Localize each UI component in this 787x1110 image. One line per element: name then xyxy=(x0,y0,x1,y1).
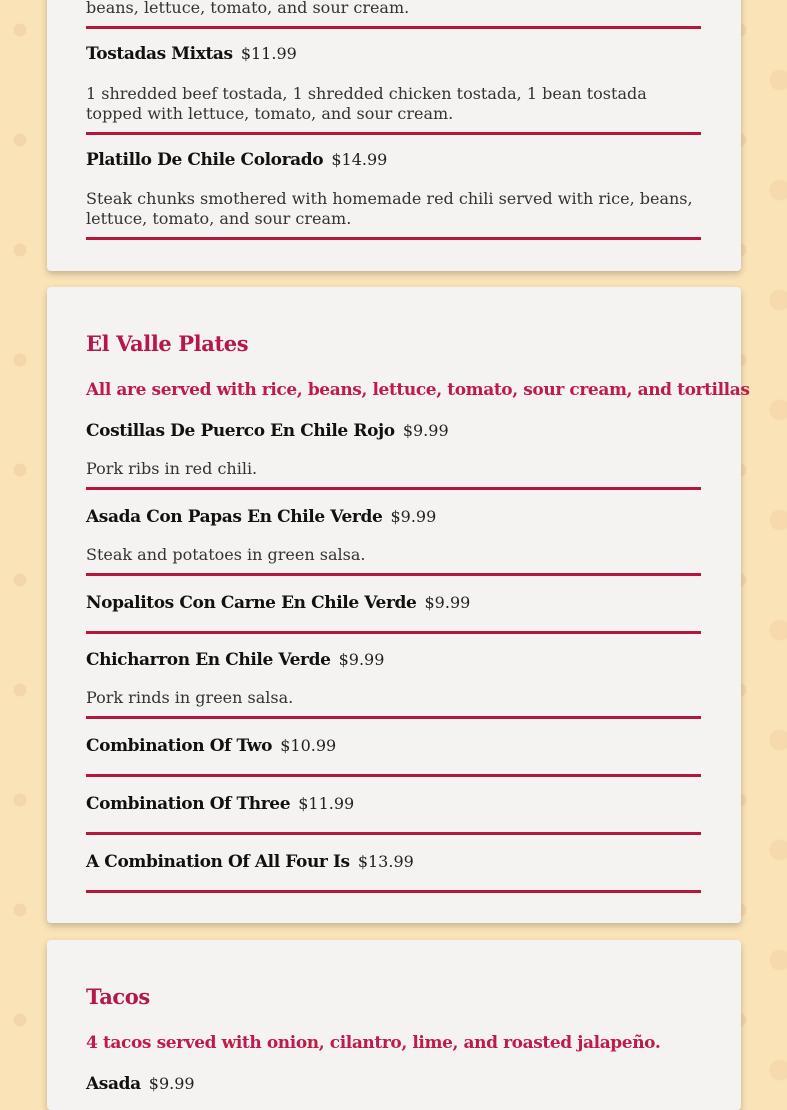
item-divider xyxy=(86,631,701,634)
item-name: Costillas De Puerco En Chile Rojo xyxy=(86,421,395,441)
item-name: Nopalitos Con Carne En Chile Verde xyxy=(86,593,417,613)
menu-item-asada-con-papas[interactable] xyxy=(86,507,436,527)
item-price: $9.99 xyxy=(338,650,385,669)
menu-card-tacos xyxy=(47,940,741,1110)
item-divider xyxy=(86,237,701,240)
item-description: Pork rinds in green salsa. xyxy=(86,688,294,707)
menu-card-el-valle-plates xyxy=(47,287,750,923)
item-price: $9.99 xyxy=(402,421,449,440)
item-divider xyxy=(86,832,701,835)
item-description: Steak and potatoes in green salsa. xyxy=(86,545,366,564)
item-name: Platillo De Chile Colorado xyxy=(86,150,324,170)
item-divider xyxy=(86,487,701,490)
item-divider xyxy=(86,132,701,135)
menu-item-nopalitos[interactable] xyxy=(86,593,470,613)
menu-item-platillo-de-chile-colorado[interactable] xyxy=(86,150,387,170)
section-note: All are served with rice, beans, lettuce, tomato, sour cream, and tortillas xyxy=(86,380,750,400)
item-name: Asada Con Papas En Chile Verde xyxy=(86,507,383,527)
item-price: $9.99 xyxy=(390,507,437,526)
item-divider xyxy=(86,774,701,777)
item-name: A Combination Of All Four Is xyxy=(86,852,350,872)
menu-item-combination-of-three[interactable] xyxy=(86,794,354,814)
item-name: Combination Of Three xyxy=(86,794,291,814)
item-price: $9.99 xyxy=(424,593,471,612)
item-price: $11.99 xyxy=(240,44,297,63)
item-divider xyxy=(86,573,701,576)
section-title: Tacos xyxy=(86,984,150,1009)
item-price: $13.99 xyxy=(357,852,414,871)
item-description: 1 shredded beef tostada, 1 shredded chicken tostada, 1 bean tostada topped with lettuce, tomato, and sour cream. xyxy=(86,84,647,123)
menu-item-costillas[interactable] xyxy=(86,421,449,441)
item-price: $11.99 xyxy=(298,794,355,813)
item-price: $10.99 xyxy=(280,736,337,755)
item-description: beans, lettuce, tomato, and sour cream. xyxy=(86,0,410,17)
item-divider xyxy=(86,26,701,29)
item-description: Pork ribs in red chili. xyxy=(86,459,258,478)
menu-card-continued xyxy=(47,0,741,271)
menu-item-tostadas-mixtas[interactable] xyxy=(86,44,297,64)
item-name: Tostadas Mixtas xyxy=(86,44,233,64)
menu-item-asada[interactable] xyxy=(86,1074,195,1094)
item-price: $9.99 xyxy=(148,1074,195,1093)
item-name: Asada xyxy=(86,1074,141,1094)
item-name: Chicharron En Chile Verde xyxy=(86,650,331,670)
menu-item-combination-of-all-four[interactable] xyxy=(86,852,414,872)
menu-item-chicharron[interactable] xyxy=(86,650,384,670)
section-title: El Valle Plates xyxy=(86,331,249,356)
item-name: Combination Of Two xyxy=(86,736,273,756)
item-divider xyxy=(86,716,701,719)
item-price: $14.99 xyxy=(331,150,388,169)
section-note: 4 tacos served with onion, cilantro, lime, and roasted jalapeño. xyxy=(86,1033,661,1053)
item-divider xyxy=(86,890,701,893)
item-description: Steak chunks smothered with homemade red chili served with rice, beans, lettuce, tomato, and sour cream. xyxy=(86,189,693,228)
menu-item-combination-of-two[interactable] xyxy=(86,736,336,756)
